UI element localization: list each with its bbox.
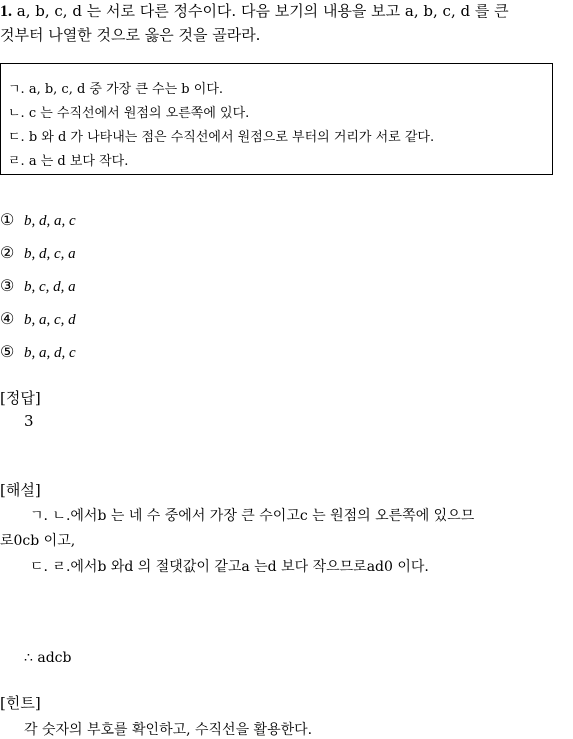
explanation-line-1: ㄱ. ㄴ.에서b 는 네 수 중에서 가장 큰 수이고c 는 원점의 오른쪽에 있으므 [30, 508, 475, 524]
explanation-conclusion: ∴ adcb [24, 650, 72, 666]
hint-text: 각 숫자의 부호를 확인하고, 수직선을 활용한다. [24, 722, 313, 738]
conditions-box [0, 63, 553, 175]
choice-5[interactable] [0, 342, 76, 362]
answer-heading: [정답] [0, 389, 41, 407]
condition-4: ㄹ. a 는 d 보다 작다. [8, 154, 129, 169]
choice-values: b, d, c, a [24, 246, 76, 262]
condition-2: ㄴ. c 는 수직선에서 원점의 오른쪽에 있다. [8, 106, 250, 121]
question-text-2: 것부터 나열한 것으로 옳은 것을 골라라. [0, 26, 261, 44]
question-text-1: a, b, c, d 는 서로 다른 정수이다. 다음 보기의 내용을 보고 a, b, c, d 를 큰 [16, 2, 509, 20]
choice-marker: ④ [0, 309, 15, 328]
choice-marker: ② [0, 243, 15, 262]
choice-4[interactable] [0, 309, 76, 329]
answer-value: 3 [24, 412, 34, 430]
choice-3[interactable] [0, 276, 76, 296]
question-line-1 [0, 0, 509, 21]
condition-1: ㄱ. a, b, c, d 중 가장 큰 수는 b 이다. [8, 82, 224, 97]
choice-1[interactable] [0, 210, 76, 230]
choice-values: b, a, c, d [24, 312, 76, 328]
explanation-heading: [해설] [0, 481, 41, 499]
explanation-line-2: 로0cb 이고, [0, 533, 76, 549]
choice-values: b, a, d, c [24, 345, 76, 361]
choice-2[interactable] [0, 243, 76, 263]
explanation-line-3: ㄷ. ㄹ.에서b 와d 의 절댓값이 같고a 는d 보다 작으므로ad0 이다. [30, 559, 429, 575]
choice-values: b, c, d, a [24, 279, 76, 295]
choice-marker: ⑤ [0, 342, 15, 361]
hint-heading: [힌트] [0, 694, 41, 712]
question-number: 1. [0, 3, 12, 20]
choice-marker: ③ [0, 276, 15, 295]
choice-marker: ① [0, 210, 15, 229]
choice-values: b, d, a, c [24, 213, 76, 229]
condition-3: ㄷ. b 와 d 가 나타내는 점은 수직선에서 원점으로 부터의 거리가 서로 같다. [8, 130, 435, 145]
